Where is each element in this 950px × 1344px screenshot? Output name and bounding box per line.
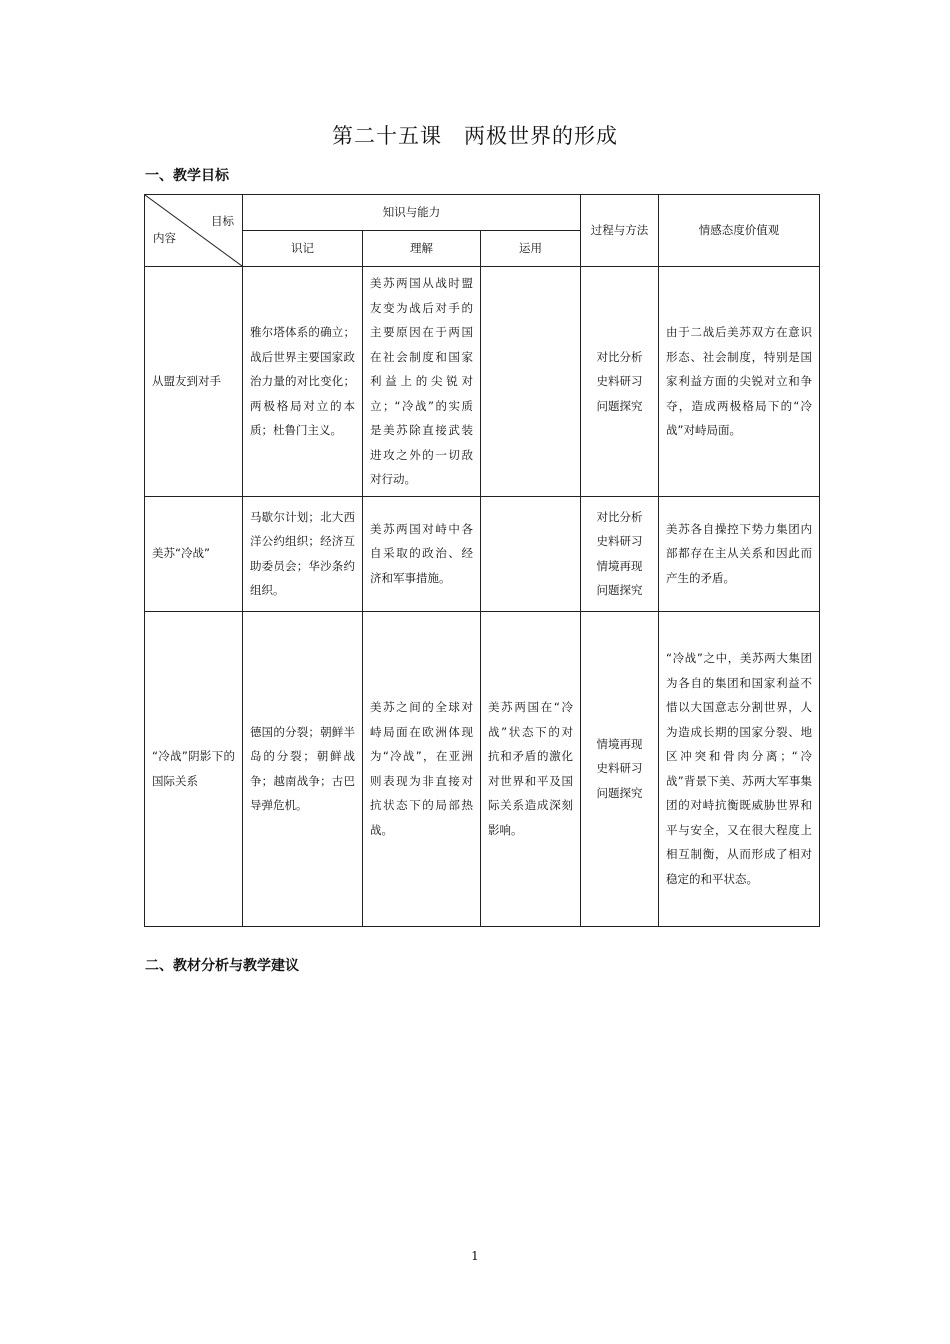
header-understand: 理解 [363,231,481,267]
process-cell [581,267,659,497]
understand-cell: 美苏之间的全球对峙局面在欧洲体现为“冷战”，在亚洲则表现为非直接对抗状态下的局部热战。 [363,611,481,926]
table-row [145,496,820,611]
header-apply: 运用 [481,231,581,267]
table-row [145,611,820,926]
section-heading-teaching-goals: 一、教学目标 [145,168,229,184]
corner-header-cell [145,195,243,267]
apply-cell [481,496,581,611]
header-knowledge-ability: 知识与能力 [243,195,581,231]
process-item: 问题探究 [596,583,643,597]
row-content-cell: “冷战”阴影下的国际关系 [145,611,243,926]
header-recall: 识记 [243,231,363,267]
process-cell [581,496,659,611]
process-item: 情境再现 [596,558,643,573]
page-title: 第二十五课 两极世界的形成 [332,124,618,148]
understand-cell: 美苏两国对峙中各自采取的政治、经济和军事措施。 [363,496,481,611]
page-number: 1 [471,1249,479,1263]
process-cell [581,611,659,926]
row-content-cell: 从盟友到对手 [145,267,243,497]
process-item: 问题探究 [596,398,643,413]
recall-cell: 马歇尔计划；北大西洋公约组织；经济互助委员会；华沙条约组织。 [243,496,363,611]
header-emotion-values: 情感态度价值观 [659,195,820,267]
process-item: 问题探究 [596,785,643,800]
emotion-cell: 由于二战后美苏双方在意识形态、社会制度，特别是国家利益方面的尖锐对立和争夺，造成两极格局下的“冷战”对峙局面。 [659,267,820,497]
apply-cell [481,267,581,497]
process-item: 情境再现 [596,736,643,751]
header-process-method: 过程与方法 [581,195,659,267]
process-item: 对比分析 [596,349,643,364]
section-heading-material-analysis: 二、教材分析与教学建议 [145,958,299,974]
table-row [145,267,820,497]
emotion-cell: 美苏各自操控下势力集团内部都存在主从关系和因此而产生的矛盾。 [659,496,820,611]
recall-cell: 德国的分裂；朝鲜半岛的分裂；朝鲜战争；越南战争；古巴导弹危机。 [243,611,363,926]
row-content-cell: 美苏“冷战” [145,496,243,611]
header-target-label: 目标 [211,214,234,228]
header-content-label: 内容 [153,230,176,245]
recall-cell: 雅尔塔体系的确立；战后世界主要国家政治力量的对比变化；两极格局对立的本质；杜鲁门主义。 [243,267,363,497]
process-item: 史料研习 [596,534,643,548]
understand-cell: 美苏两国从战时盟友变为战后对手的主要原因在于两国在社会制度和国家利益上的尖锐对立；“冷战”的实质是美苏除直接武装进攻之外的一切敌对行动。 [363,267,481,497]
process-item: 史料研习 [596,761,643,776]
process-item: 史料研习 [596,374,643,388]
emotion-cell: “冷战”之中，美苏两大集团为各自的集团和国家利益不惜以大国意志分割世界，人为造成长期的国家分裂、地区冲突和骨肉分离；“冷战”背景下美、苏两大军事集团的对峙抗衡既威胁世界和平与安全，又在很大程度上相互制衡，从而形成了相对稳定的和平状态。 [659,611,820,926]
teaching-goals-table [144,194,820,927]
apply-cell: 美苏两国在“冷战”状态下的对抗和矛盾的激化对世界和平及国际关系造成深刻影响。 [481,611,581,926]
process-item: 对比分析 [596,509,643,524]
